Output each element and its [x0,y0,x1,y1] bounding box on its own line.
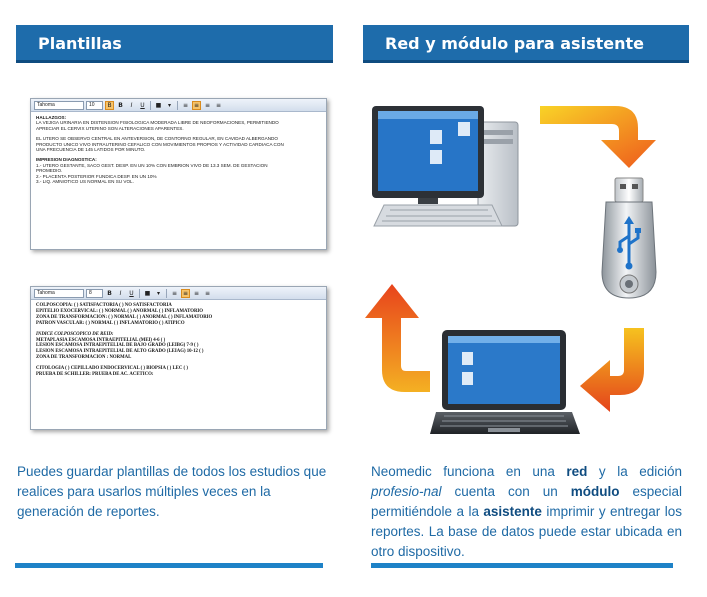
text-color-icon[interactable]: ■ [144,289,151,297]
document-line: METAPLASIA ESCAMOSA INTRAEPITELIAL (MEI) 4-6 ( ) [36,337,166,343]
text-color-icon[interactable]: ■ [155,101,162,109]
document-line: 1.- UTERO GESTANTE, SACO GEST. DESP. EN UN 10% CON EMBRION VIVO DE 13.3 SEM. DE GESTACION [36,162,268,168]
document-line: LESION ESCAMOSA INTRAEPITELIAL DE ALTO GRADO (LEIAG) 10-12 ( ) [36,349,204,355]
italic-button[interactable]: I [119,289,122,297]
network-module-description: Neomedic funciona en una red y la edición profesio-nal cuenta con un módulo especial permitiéndole a la asistente imprimir y entregar los reportes. La base de datos puede estar ubicada en otro dispositivo. [371,464,682,559]
align-center-icon[interactable]: ≡ [193,101,200,109]
justify-icon[interactable]: ≡ [204,289,211,297]
font-size-select[interactable]: 10 [86,101,103,110]
bold-button[interactable]: B [105,101,114,110]
document-line: PRUEBA DE SCHILLER: PRUEBA DE AC. ACETICO: [36,372,154,378]
document-line: CITOLOGIA ( ) CEPILLADO ENDOCERVICAL ( ) BIOPSIA ( ) LEC ( ) [36,366,188,372]
divider-line [371,563,673,568]
document-line: COLPOSCOPIA: ( ) SATISFACTORIA ( ) NO SATISFACTORIA [36,303,172,308]
document-line: LESION ESCAMOSA INTRAEPITELIAL DE BAJO GRADO (LEIBG) 7-9 ( ) [36,343,199,349]
arrow-bottom [580,328,644,412]
align-right-icon[interactable]: ≡ [193,289,200,297]
desktop-computer-icon [372,100,532,235]
divider-line [15,563,323,568]
align-left-icon[interactable]: ≡ [182,101,189,109]
color-dropdown-icon[interactable]: ▾ [156,289,160,297]
plantillas-description: Puedes guardar plantillas de todos los estudios que realices para usarlos múltiples veces en la generación de reportes. [17,464,327,519]
document-line: INDICE COLPOSCOPICO DE REID: [36,331,114,337]
usb-drive-icon [598,176,660,302]
align-right-icon[interactable]: ≡ [204,101,211,109]
network-module-header: Red y módulo para asistente [363,25,689,63]
italic-button[interactable]: I [130,101,133,109]
justify-icon[interactable]: ≡ [215,101,222,109]
document-line: ZONA DE TRANSFORMACION: ( ) NORMAL ( ) ANORMAL ( ) INFLAMATORIO [36,314,213,320]
document-line: UNA FRECUENCIA DE 145 LATIDOS POR MINUTO. [36,147,146,153]
document-line: LA VEJIGA URINARIA EN DISTENSION FISIOLOGICA MODERADA LIBRE DE NEOFORMACIONES, PERMITIENDO [36,120,279,126]
align-center-icon[interactable]: ≡ [182,289,189,297]
arrow-left [365,284,430,392]
document-line: APRECIAR EL CERVIX UTERINO SON ALTERACIONES APARENTES. [36,125,184,131]
bold-text-button[interactable]: B [118,101,123,109]
document-line: PROMEDIO. [36,168,63,174]
document-line: PRODUCTO UNICO VIVO INTRAUTERINO CEFALICO CON MOVIMIENTOS PROPIOS Y ACTIVIDAD CARDIACA CON [36,141,284,147]
underline-button[interactable]: U [140,101,145,109]
plantillas-header: Plantillas [16,25,333,63]
bold-button[interactable]: B [107,289,112,297]
font-family-select[interactable]: Tahoma [34,101,84,110]
align-left-icon[interactable]: ≡ [171,289,178,297]
font-size-select[interactable]: 8 [86,289,103,298]
arrow-top [540,106,656,168]
document-line: HALLAZGOS: [36,115,67,120]
document-line: EL UTERO SE OBSERVO CENTRAL EN ANTEVERSION, DE CONTORNO REGULAR, EN CAVIDAD ALBERGANDO [36,136,278,142]
font-family-select[interactable]: Tahoma [34,289,84,298]
color-dropdown-icon[interactable]: ▾ [167,101,171,109]
laptop-icon [430,330,580,442]
document-line: 3.- LIQ. AMNIOTICO US NORMAL EN SU VOL. [36,179,134,185]
underline-button[interactable]: U [129,289,134,297]
document-line: IMPRESION DIAGNOSTICA: [36,157,97,163]
document-line: ZONA DE TRANSFORMACION : NORMAL [36,355,132,361]
document-line: 2.- PLACENTA POSTERIOR FUNDICA DESP. EN UN 10% [36,173,157,179]
document-line: PATRON VASCULAR: ( ) NORMAL ( ) INFLAMATORIO ( ) ATIPICO [36,320,185,326]
document-line: EPITELIO EXOCERVICAL: ( ) NORMAL ( ) ANORMAL ( ) INFLAMATORIO [36,308,204,314]
